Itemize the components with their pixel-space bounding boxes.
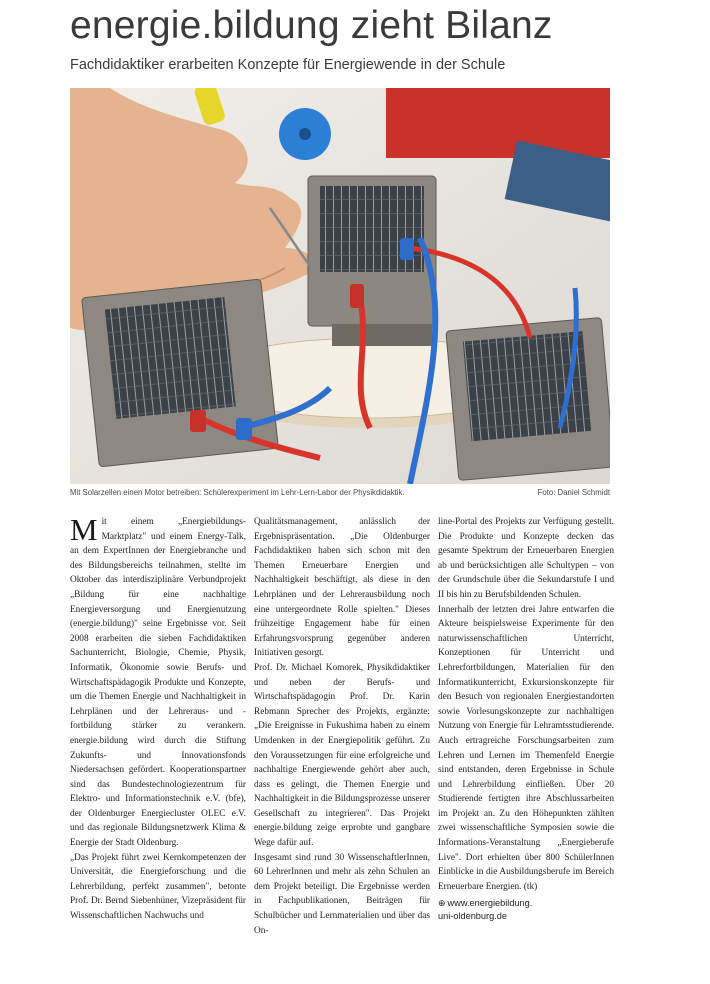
paragraph-text: it einem „Energiebildungs-Marktplatz" und einem Energy-Talk, an dem ExpertInnen der Energiebranche und des Bildungsbereichs teilnahmen, stellte im Oktober das interdisziplinäre Verbundprojekt „Bildung für eine nachhaltige Energieversorgung und Energienutzung (energie.bildung)" seine Ergebnisse vor. Seit 2008 erarbeiten die sieben Fachdidaktiken Sachunterricht, Biologie, Chemie, Physik, Informatik, Ökonomie sowie Berufs- und Wirtschaftspädagogik Produkte und Konzepte, um die Themen Energie und Nachhaltigkeit in Lehrplänen und der Lehreraus- und -fortbildung stärker zu verankern. energie.bildung wird durch die Stiftung Zukunfts- und Innovationsfonds Niedersachsen gefördert. Kooperationspartner sind das Bundestechnologiezentrum für Elektro- und Informationstechnik e.V. (bfe), der Oldenburger Energiecluster OLEC e.V. und das regionale Bildungsnetzwerk Klima & Energie der Stadt Oldenburg. [70,517,246,849]
text-column-2 [254,515,430,938]
photo-caption-bar [70,488,610,502]
solar-experiment-illustration [70,88,610,484]
text-column-3 [438,515,614,923]
photo-caption: Mit Solarzellen einen Motor betreiben: Schülerexperiment im Lehr-Lern-Labor der Physikdidaktik. [70,488,405,497]
paragraph: Insgesamt sind rund 30 WissenschaftlerInnen, 60 LehrerInnen und mehr als zehn Schulen an dem Projekt beteiligt. Die Ergebnisse werden in Fachpublikationen, Beiträgen für Schulbücher und Lernmaterialien und über das On- [254,852,430,936]
red-box [386,88,610,158]
article-subheadline: Fachdidaktiker erarbeiten Konzepte für Energiewende in der Schule [70,57,506,73]
paragraph: line-Portal des Projekts zur Verfügung gestellt. Die Produkte und Konzepte decken das gesamte Spektrum der Erneuerbaren Energien ab und berücksichtigen alle Schultypen – von der Grundschule über die Sekundarstufe I und II bis hin zu Berufsbildenden Schulen. [438,517,614,600]
link-line-2: uni-oldenburg.de [438,911,507,922]
paragraph: Innerhalb der letzten drei Jahre entwarfen die Akteure beispielsweise Experimente für den naturwissenschaftlichen Unterricht, Konzeptionen für Unterricht und Lehrerfortbildungen, Materialien für den Informatikunterricht, Exkursionskonzepte für den Besuch von regionalen Energiestandorten sowie Vorlesungskonzepte zur nachhaltigen Nutzung von Energie für Lehramtsstudierende. Auch ertragreiche Forschungsarbeiten zum Lehren und Lernen im Themenfeld Energie sind entstanden, deren Ergebnisse in Schule und Lehrerbildung einfließen. Über 20 Studierende fertigten ihre Abschlussarbeiten im Projekt an. Zu den Höhepunkten zählten zwei wissenschaftliche Symposien sowie die Informations-Veranstaltung „Energieberufe Live". Dort erhielten über 800 SchülerInnen Einblicke in die Ausbildungsberufe im Bereich Erneuerbare Energien. (tk) [438,604,614,892]
paragraph: Prof. Dr. Michael Komorek, Physikdidaktiker und neben der Berufs- und Wirtschaftspädagogin Prof. Dr. Karin Rebmann Sprecher des Projekts, ergänzte: „Die Ereignisse in Fukushima haben zu einem Umdenken in der Energiepolitik geführt. Zu den Voraussetzungen für eine erfolgreiche und nachhaltige Energiewende gehört aber auch, dass es gelingt, die Themen Energie und Nachhaltigkeit in die Bildungsprozesse unserer Gesellschaft zu integrieren". Das Projekt energie.bildung zeige erprobte und gangbare Wege dafür auf. [254,662,430,849]
paragraph: „Das Projekt führt zwei Kernkompetenzen der Universität, die Energieforschung und die Lehrerbildung, perfekt zusammen", betonte Prof. Dr. Bernd Siebenhüner, Vizepräsident für Wissenschaftlichen Nachwuchs und [70,852,246,922]
text-column-1 [70,512,246,924]
article-headline: energie.bildung zieht Bilanz [70,4,553,47]
photo-credit: Foto: Daniel Schmidt [537,488,610,497]
globe-icon: ⊕ [438,898,446,909]
paragraph: Qualitätsmanagement, anlässlich der Ergebnispräsentation. „Die Oldenburger Fachdidaktiken haben sich schon mit den Themen Erneuerbare Energien und Nachhaltigkeit beschäftigt, als diese in den Lehrplänen und der Lehrerausbildung noch eine untergeordnete Rolle spielten." Dieses frühzeitige Engagement habe für einen Erfahrungsvorsprung gegenüber anderen Initiativen gesorgt. [254,517,430,659]
link-line-1: www.energiebildung. [447,898,533,909]
project-website-link[interactable] [438,897,614,923]
article-photo [70,88,610,484]
dropcap: M [70,512,98,547]
paragraph [70,512,246,851]
solar-panel-right [446,317,610,480]
solar-panel-center [308,176,436,346]
